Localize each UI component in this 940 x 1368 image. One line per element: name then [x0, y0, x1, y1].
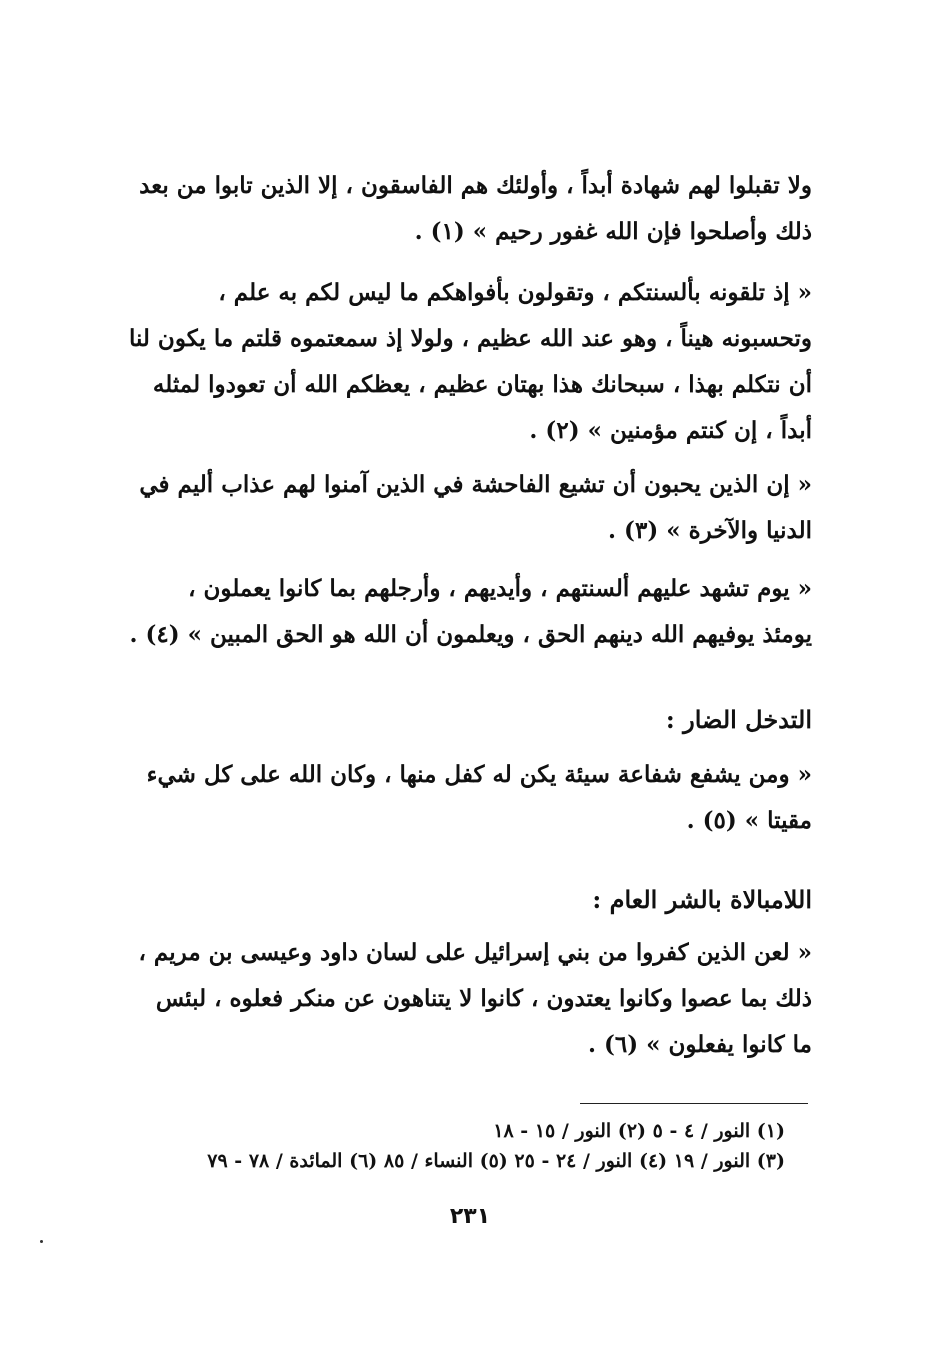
- paragraph-3: [140, 462, 812, 554]
- paragraph-5: [140, 752, 812, 844]
- footnotes: [140, 1116, 785, 1176]
- scan-speck: [40, 1240, 43, 1243]
- text-line: « إذ تلقونه بألسنتكم ، وتقولون بأفواهكم ما ليس لكم به علم ،: [218, 279, 812, 306]
- text-line: مقيتا » (٥) .: [686, 807, 812, 834]
- section-heading-harmful-intervention: التدخل الضار :: [665, 705, 812, 734]
- text-line: « لعن الذين كفروا من بني إسرائيل على لسان داود وعيسى بن مريم ،: [138, 939, 812, 966]
- footnote-line: (١) النور / ٤ - ٥ (٢) النور / ١٥ - ١٨: [493, 1120, 785, 1142]
- footnote-divider: [580, 1103, 808, 1104]
- footnote-line: (٣) النور / ١٩ (٤) النور / ٢٤ - ٢٥ (٥) النساء / ٨٥ (٦) المائدة / ٧٨ - ٧٩: [207, 1150, 785, 1172]
- text-line: أن نتكلم بهذا ، سبحانك هذا بهتان عظيم ، يعظكم الله أن تعودوا لمثله: [152, 371, 812, 398]
- paragraph-6: [140, 930, 812, 1068]
- text-line: ولا تقبلوا لهم شهادة أبداً ، وأولئك هم الفاسقون ، إلا الذين تابوا من بعد: [139, 172, 812, 199]
- text-line: ذلك بما عصوا وكانوا يعتدون ، كانوا لا يتناهون عن منكر فعلوه ، لبئس: [155, 985, 812, 1012]
- text-line: « يوم تشهد عليهم ألسنتهم ، وأيديهم ، وأرجلهم بما كانوا يعملون ،: [188, 575, 812, 602]
- text-line: ذلك وأصلحوا فإن الله غفور رحيم » (١) .: [414, 218, 812, 245]
- section-heading-indifference: اللامبالاة بالشر العام :: [592, 885, 812, 914]
- text-line: « إن الذين يحبون أن تشيع الفاحشة في الذين آمنوا لهم عذاب أليم في: [139, 471, 812, 498]
- text-line: الدنيا والآخرة » (٣) .: [608, 517, 812, 544]
- paragraph-1: [140, 163, 812, 255]
- page-number: ٢٣١: [449, 1204, 491, 1229]
- paragraph-4: [129, 566, 812, 658]
- text-line: « ومن يشفع شفاعة سيئة يكن له كفل منها ، وكان الله على كل شيء: [146, 761, 812, 788]
- text-line: يومئذ يوفيهم الله دينهم الحق ، ويعلمون أن الله هو الحق المبين » (٤) .: [129, 621, 812, 648]
- text-line: وتحسبونه هيناً ، وهو عند الله عظيم ، ولولا إذ سمعتموه قلتم ما يكون لنا: [128, 325, 812, 352]
- text-line: أبداً ، إن كنتم مؤمنين » (٢) .: [529, 417, 812, 444]
- text-line: ما كانوا يفعلون » (٦) .: [587, 1031, 812, 1058]
- paragraph-2: [128, 270, 812, 454]
